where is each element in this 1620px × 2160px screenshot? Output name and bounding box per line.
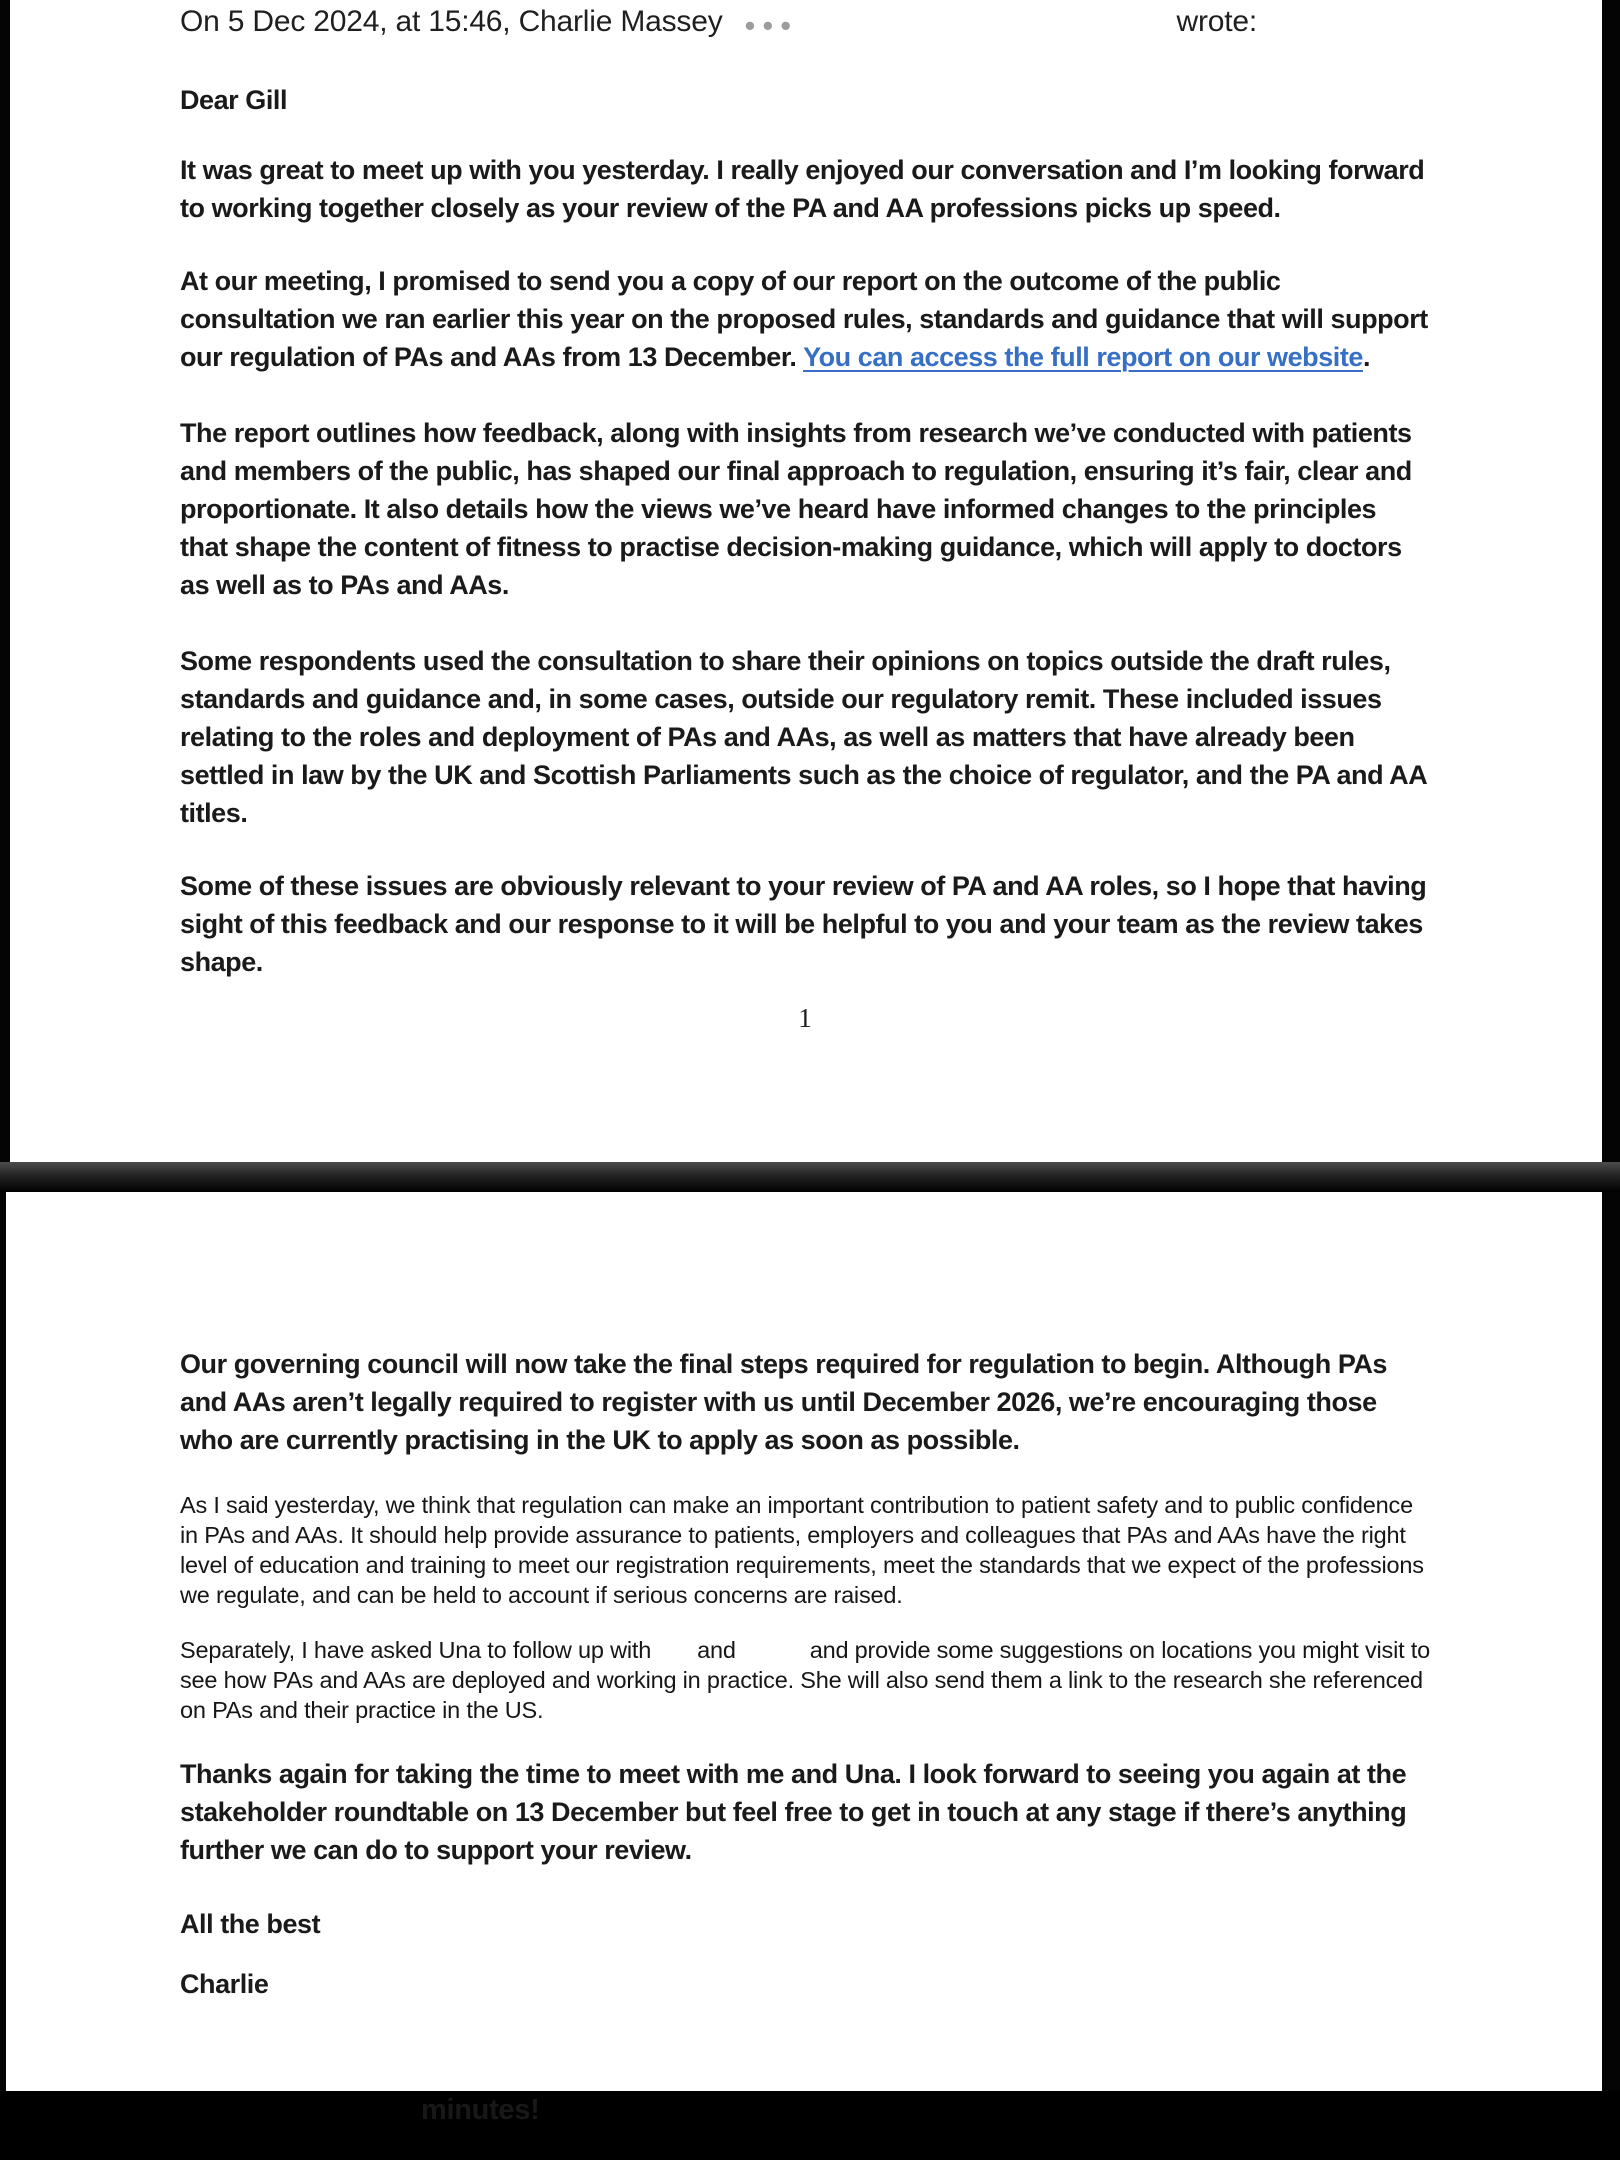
paragraph-follow-up (180, 1635, 1430, 1725)
salutation: Dear Gill (180, 85, 287, 115)
page-1 (10, 0, 1602, 1162)
quote-header-text: On 5 Dec 2024, at 15:46, Charlie Massey (180, 5, 723, 38)
signature: Charlie (180, 1969, 269, 1999)
paragraph-council: Our governing council will now take the final steps required for regulation to begin. Although PAs and AAs aren’t legally required to register with us until December 2026, we’re encouraging those who are currently practising in the UK to apply as soon as possible. (180, 1349, 1387, 1455)
follow-up-text-1: Separately, I have asked Una to follow up with (180, 1637, 652, 1663)
page-2 (6, 1192, 1602, 2091)
page-separator-band (0, 1162, 1620, 1192)
quote-header (180, 0, 1430, 41)
ellipsis-icon: ••• (744, 8, 799, 43)
paragraph-report (180, 262, 1430, 376)
quote-header-wrote: wrote: (1176, 5, 1257, 38)
follow-up-text-3: and provide some suggestions on locations you might visit to see how PAs and AAs are deployed and working in practice. She will also send them a link to the research she referenced on PAs and their practice in the US. (180, 1637, 1430, 1723)
paragraph-intro: It was great to meet up with you yesterday. I really enjoyed our conversation and I’m looking forward to working together closely as your review of the PA and AA professions picks up speed. (180, 155, 1425, 223)
report-link[interactable]: You can access the full report on our website (803, 342, 1363, 372)
paragraph-report-text: At our meeting, I promised to send you a copy of our report on the outcome of the public consultation we ran earlier this year on the proposed rules, standards and guidance that will support our regulation of PAs and AAs from 13 December. (180, 266, 1428, 372)
footer-partial-text: minutes! (421, 2094, 540, 2126)
closing: All the best (180, 1909, 321, 1939)
redaction-gap (736, 1657, 810, 1658)
page-number: 1 (798, 1003, 812, 1033)
paragraph-outline: The report outlines how feedback, along with insights from research we’ve conducted with patients and members of the public, has shaped our final approach to regulation, ensuring it’s fair, clear and proportionate. It also details how the views we’ve heard have informed changes to the principles that shape the content of fitness to practise decision-making guidance, which will apply to doctors as well as to PAs and AAs. (180, 418, 1412, 600)
redaction-gap (651, 1657, 697, 1658)
paragraph-relevant-issues: Some of these issues are obviously relevant to your review of PA and AA roles, so I hope that having sight of this feedback and our response to it will be helpful to you and your team as the review takes shape. (180, 871, 1427, 977)
follow-up-text-2: and (697, 1637, 736, 1663)
paragraph-thanks: Thanks again for taking the time to meet with me and Una. I look forward to seeing you again at the stakeholder roundtable on 13 December but feel free to get in touch at any stage if there’s anything further we can do to support your review. (180, 1759, 1407, 1865)
paragraph-respondents: Some respondents used the consultation to share their opinions on topics outside the draft rules, standards and guidance and, in some cases, outside our regulatory remit. These included issues relating to the roles and deployment of PAs and AAs, as well as matters that have already been settled in law by the UK and Scottish Parliaments such as the choice of regulator, and the PA and AA titles. (180, 646, 1427, 828)
footer-band (0, 2091, 1620, 2160)
paragraph-report-period: . (1362, 342, 1371, 372)
paragraph-patient-safety: As I said yesterday, we think that regulation can make an important contribution to patient safety and to public confidence in PAs and AAs. It should help provide assurance to patients, employers and colleagues that PAs and AAs have the right level of education and training to meet our registration requirements, meet the standards that we expect of the professions we regulate, and can be held to account if serious concerns are raised. (180, 1492, 1424, 1608)
